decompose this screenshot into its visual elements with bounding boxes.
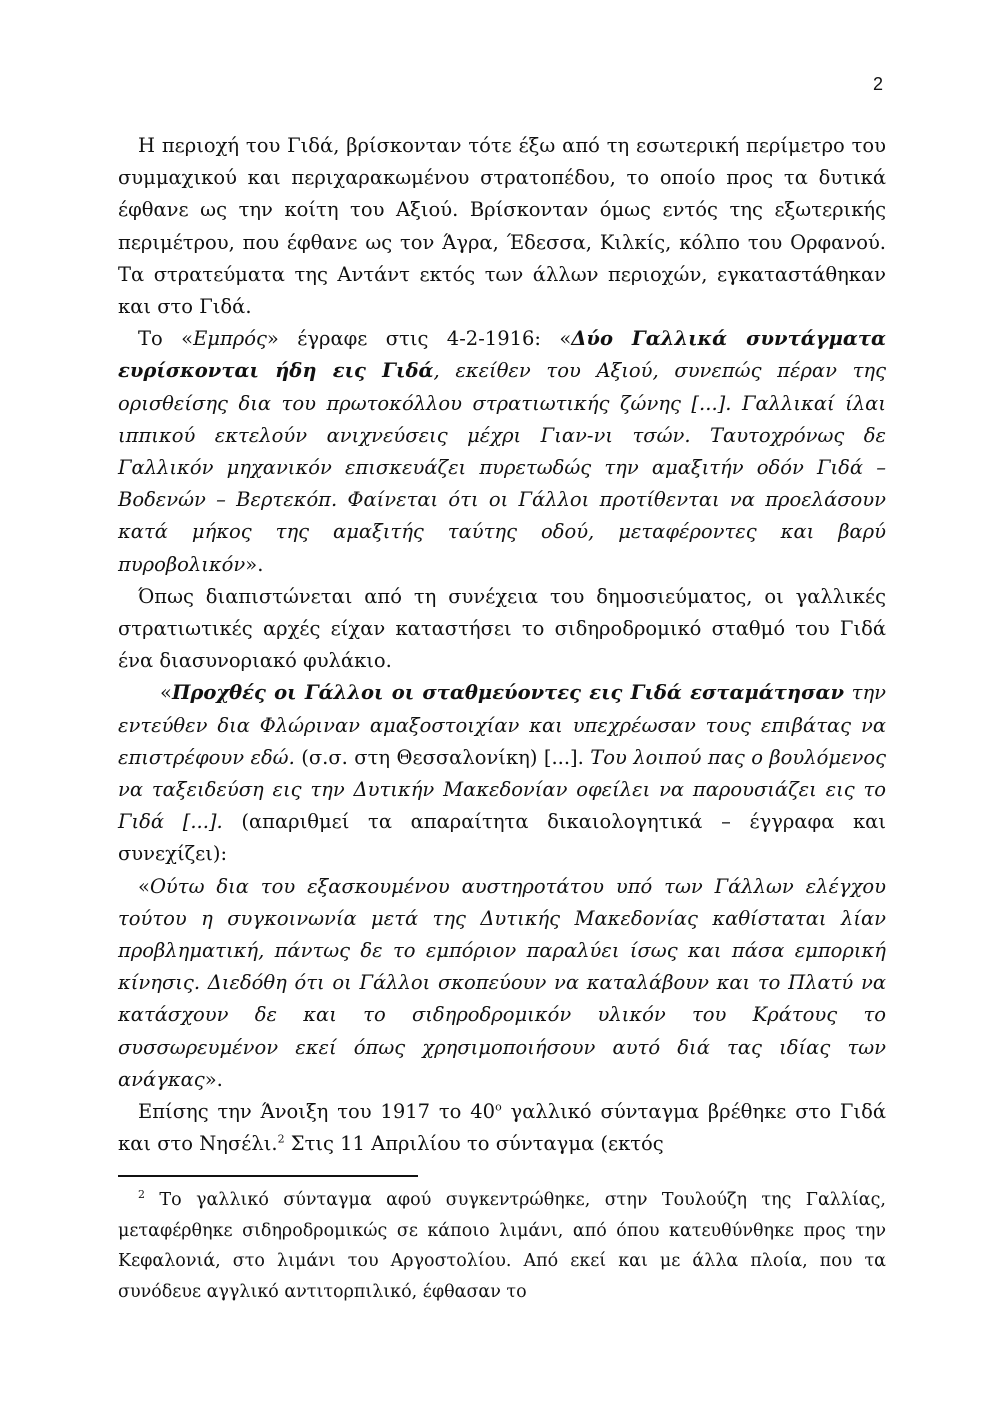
footnote-number: 2	[138, 1188, 145, 1202]
footnote-text: Το γαλλικό σύνταγμα αφού συγκεντρώθηκε, στην Τουλούζη της Γαλλίας, μεταφέρθηκε σιδηροδρομικώς σε κάποιο λιμάνι, από όπου κατευθύνθηκε προς την Κεφαλονιά, στο λιμάνι του Αργοστολίου. Από εκεί και με άλλα πλοία, που τα συνόδευε αγγλικό αντιτορπιλικό, έφθασαν το	[118, 1190, 886, 1302]
footnote-reference[interactable]: 2	[277, 1132, 285, 1146]
footnote-divider	[118, 1175, 418, 1177]
quote-bold: Προχθές οι Γάλλοι οι σταθμεύοντες εις Γιδά εσταμάτησαν	[171, 681, 845, 705]
paragraph-1: Η περιοχή του Γιδά, βρίσκονταν τότε έξω από τη εσωτερική περίμετρο του συμμαχικού και περιχαρακωμένου στρατοπέδου, το οποίο προς τα δυτικά έφθανε ως την κοίτη του Αξιού. Βρίσκονταν όμως εντός της εξωτερικής περιμέτρου, που έφθανε ως τον Άγρα, Έδεσσα, Κιλκίς, κόλπο του Ορφανού. Τα στρατεύματα της Αντάντ εκτός των άλλων περιοχών, εγκαταστάθηκαν και στο Γιδά.	[118, 134, 886, 319]
footnote	[118, 1185, 886, 1307]
quote-italic: την εντεύθεν δια Φλώριναν αμαξοστοιχίαν και υπεχρέωσαν τους επιβάτας να επιστρέφουν εδώ.	[118, 681, 886, 769]
paragraph-6: Επίσης την Άνοιξη του 1917 το $40^o$ γαλλικό σύνταγμα βρέθηκε στο Γιδά και στο Νησέλι.$^2$ Στις 11 Απριλίου το σύνταγμα (εκτός	[118, 1100, 886, 1156]
ordinal-marker: ο	[495, 1100, 502, 1114]
newspaper-name: Εμπρός	[193, 327, 267, 351]
paragraph-5: «Ούτω δια του εξασκουμένου αυστηροτάτου υπό των Γάλλων ελέγχου τούτου η συγκοινωνία μετά της Δυτικής Μακεδονίας καθίσταται λίαν προβληματική, πάντως δε το εμπόριον παραλύει ίσως και πάσα εμπορική κίνησις. Διεδόθη ότι οι Γάλλοι σκοπεύουν να καταλάβουν και το Πλατύ να κατάσχουν δε και το σιδηροδρομικόν υλικόν του Κράτους το συσσωρευμένον εκεί όπως χρησιμοποιήσουν αυτό διά τας ιδίας των ανάγκας».	[118, 874, 886, 1091]
quote-bold: Δύο Γαλλικά συντάγματα ευρίσκονται ήδη εις Γιδά	[118, 327, 886, 383]
body-text	[118, 130, 886, 1161]
paragraph-4: «Προχθές οι Γάλλοι οι σταθμεύοντες εις Γιδά εσταμάτησαν την εντεύθεν δια Φλώριναν αμαξοστοιχίαν και υπεχρέωσαν τους επιβάτας να επιστρέφουν εδώ. (σ.σ. στη Θεσσαλονίκη) [...]. Του λοιπού πας ο βουλόμενος να ταξειδεύση εις την Δυτικήν Μακεδονίαν οφείλει να παρουσιάζει εις το Γιδά [...]. (απαριθμεί τα απαραίτητα δικαιολογητικά – έγγραφα και συνεχίζει):	[118, 681, 887, 866]
quote-italic: , εκείθεν του Αξιού, συνεπώς πέραν της ορισθείσης δια του πρωτοκόλλου στρατιωτικής ζώνης [...]. Γαλλικαί ίλαι ιππικού εκτελούν ανιχνεύσεις μέχρι Γιαν-νι τσών. Ταυτοχρόνως δε Γαλλικόν μηχανικόν επισκευάζει πυρετωδώς την αμαξιτήν οδόν Γιδά – Βοδενών – Βερτεκόπ. Φαίνεται ότι οι Γάλλοι προτίθενται να προελάσουν κατά μήκος της αμαξιτής ταύτης οδού, μεταφέροντες και βαρύ πυροβολικόν	[118, 359, 886, 576]
page-number: 2	[873, 74, 884, 94]
paragraph-3: Όπως διαπιστώνεται από τη συνέχεια του δημοσιεύματος, οι γαλλικές στρατιωτικές αρχές είχαν καταστήσει το σιδηροδρομικό σταθμό του Γιδά ένα διασυνοριακό φυλάκιο.	[118, 584, 886, 673]
quote-italic: Ούτω δια του εξασκουμένου αυστηροτάτου υπό των Γάλλων ελέγχου τούτου η συγκοινωνία μετά της Δυτικής Μακεδονίας καθίσταται λίαν προβληματική, πάντως δε το εμπόριον παραλύει ίσως και πάσα εμπορική κίνησις. Διεδόθη ότι οι Γάλλοι σκοπεύουν να καταλάβουν και το Πλατύ να κατάσχουν δε και το σιδηροδρομικόν υλικόν του Κράτους το συσσωρευμένον εκεί όπως χρησιμοποιήσουν αυτό διά τας ιδίας των ανάγκας	[118, 874, 886, 1091]
quote-italic: Του λοιπού πας ο βουλόμενος να ταξειδεύση εις την Δυτικήν Μακεδονίαν οφείλει να παρουσιάζει εις το Γιδά [...].	[118, 745, 887, 834]
paragraph-2: Το «Εμπρός» έγραφε στις 4-2-1916: «Δύο Γαλλικά συντάγματα ευρίσκονται ήδη εις Γιδά, εκείθεν του Αξιού, συνεπώς πέραν της ορισθείσης δια του πρωτοκόλλου στρατιωτικής ζώνης [...]. Γαλλικαί ίλαι ιππικού εκτελούν ανιχνεύσεις μέχρι Γιαν-νι τσών. Ταυτοχρόνως δε Γαλλικόν μηχανικόν επισκευάζει πυρετωδώς την αμαξιτήν οδόν Γιδά – Βοδενών – Βερτεκόπ. Φαίνεται ότι οι Γάλλοι προτίθενται να προελάσουν κατά μήκος της αμαξιτής ταύτης οδού, μεταφέροντες και βαρύ πυροβολικόν».	[118, 327, 886, 576]
